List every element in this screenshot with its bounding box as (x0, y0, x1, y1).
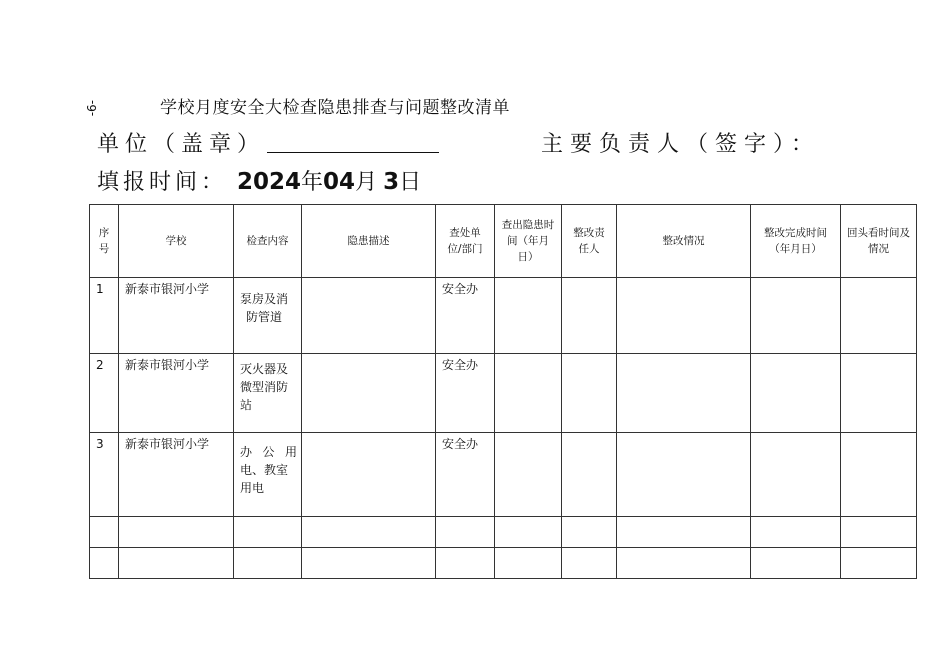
cell-dept (436, 517, 495, 548)
date-label: 填报时间： (97, 170, 228, 195)
table-row (90, 354, 917, 433)
cell-seq: 2 (90, 354, 119, 433)
cell-dept: 安全办 (436, 354, 495, 433)
cell-rectification-status (617, 278, 751, 354)
document-title: 学校月度安全大检查隐患排查与问题整改清单 (160, 98, 510, 118)
cell-completion-time (751, 278, 841, 354)
table-row (90, 278, 917, 354)
cell-check-content (234, 517, 302, 548)
cell-responsible-person (562, 548, 617, 579)
cell-rectification-status (617, 548, 751, 579)
cell-check-content (234, 548, 302, 579)
cell-review (841, 517, 917, 548)
fill-date-line (97, 167, 421, 198)
cell-hazard-description (302, 517, 436, 548)
cell-dept: 安全办 (436, 278, 495, 354)
content-line: 灭火器及 (240, 362, 289, 376)
header-completion-time: 整改完成时间（年月日） (751, 205, 841, 278)
cell-responsible-person (562, 517, 617, 548)
table-row-empty (90, 517, 917, 548)
page-number-marker: -6- (85, 100, 99, 117)
header-responsible-person: 整改责任人 (562, 205, 617, 278)
cell-school (119, 517, 234, 548)
date-year: 2024 (237, 169, 302, 195)
content-line: 微型消防 (240, 380, 289, 394)
cell-rectification-status (617, 517, 751, 548)
cell-dept (436, 548, 495, 579)
cell-school: 新泰市银河小学 (119, 278, 234, 354)
cell-found-time (495, 548, 562, 579)
unit-stamp-line (97, 130, 439, 160)
cell-school: 新泰市银河小学 (119, 433, 234, 517)
cell-school: 新泰市银河小学 (119, 354, 234, 433)
responsible-signature-label: 主要负责人（签字）： (541, 132, 821, 157)
cell-seq: 3 (90, 433, 119, 517)
cell-seq (90, 548, 119, 579)
cell-review (841, 548, 917, 579)
header-seq: 序号 (90, 205, 119, 278)
cell-responsible-person (562, 354, 617, 433)
header-school: 学校 (119, 205, 234, 278)
cell-found-time (495, 354, 562, 433)
cell-completion-time (751, 548, 841, 579)
unit-label: 单位（盖章） (97, 132, 266, 157)
cell-seq (90, 517, 119, 548)
header-found-time: 查出隐患时间（年月日） (495, 205, 562, 278)
content-line: 防管道 (246, 310, 283, 324)
content-line: 用电 (240, 481, 265, 495)
cell-dept: 安全办 (436, 433, 495, 517)
date-day: 3 (383, 169, 400, 195)
table-row (90, 433, 917, 517)
unit-blank-underline (267, 130, 439, 153)
header-dept: 查处单位/部门 (436, 205, 495, 278)
cell-responsible-person (562, 433, 617, 517)
hazard-checklist-table (89, 204, 917, 579)
header-hazard-description: 隐患描述 (302, 205, 436, 278)
cell-review (841, 278, 917, 354)
cell-check-content (234, 433, 302, 517)
cell-school (119, 548, 234, 579)
content-line: 办公用 (240, 445, 297, 459)
cell-review (841, 354, 917, 433)
cell-found-time (495, 433, 562, 517)
cell-rectification-status (617, 354, 751, 433)
table-header-row (90, 205, 917, 278)
date-month-unit: 月 (355, 170, 378, 195)
date-month: 04 (323, 169, 356, 195)
cell-hazard-description (302, 278, 436, 354)
content-line: 站 (240, 398, 253, 412)
header-review: 回头看时间及情况 (841, 205, 917, 278)
header-rectification-status: 整改情况 (617, 205, 751, 278)
content-line: 泵房及消 (240, 292, 289, 306)
cell-seq: 1 (90, 278, 119, 354)
cell-responsible-person (562, 278, 617, 354)
cell-rectification-status (617, 433, 751, 517)
cell-completion-time (751, 354, 841, 433)
date-year-unit: 年 (301, 170, 324, 195)
content-line: 电、教室 (240, 463, 289, 477)
header-check-content: 检查内容 (234, 205, 302, 278)
cell-found-time (495, 517, 562, 548)
table-row-empty (90, 548, 917, 579)
cell-check-content (234, 354, 302, 433)
cell-completion-time (751, 517, 841, 548)
cell-completion-time (751, 433, 841, 517)
cell-hazard-description (302, 433, 436, 517)
date-day-unit: 日 (399, 170, 422, 195)
cell-check-content (234, 278, 302, 354)
cell-review (841, 433, 917, 517)
cell-hazard-description (302, 548, 436, 579)
cell-hazard-description (302, 354, 436, 433)
cell-found-time (495, 278, 562, 354)
